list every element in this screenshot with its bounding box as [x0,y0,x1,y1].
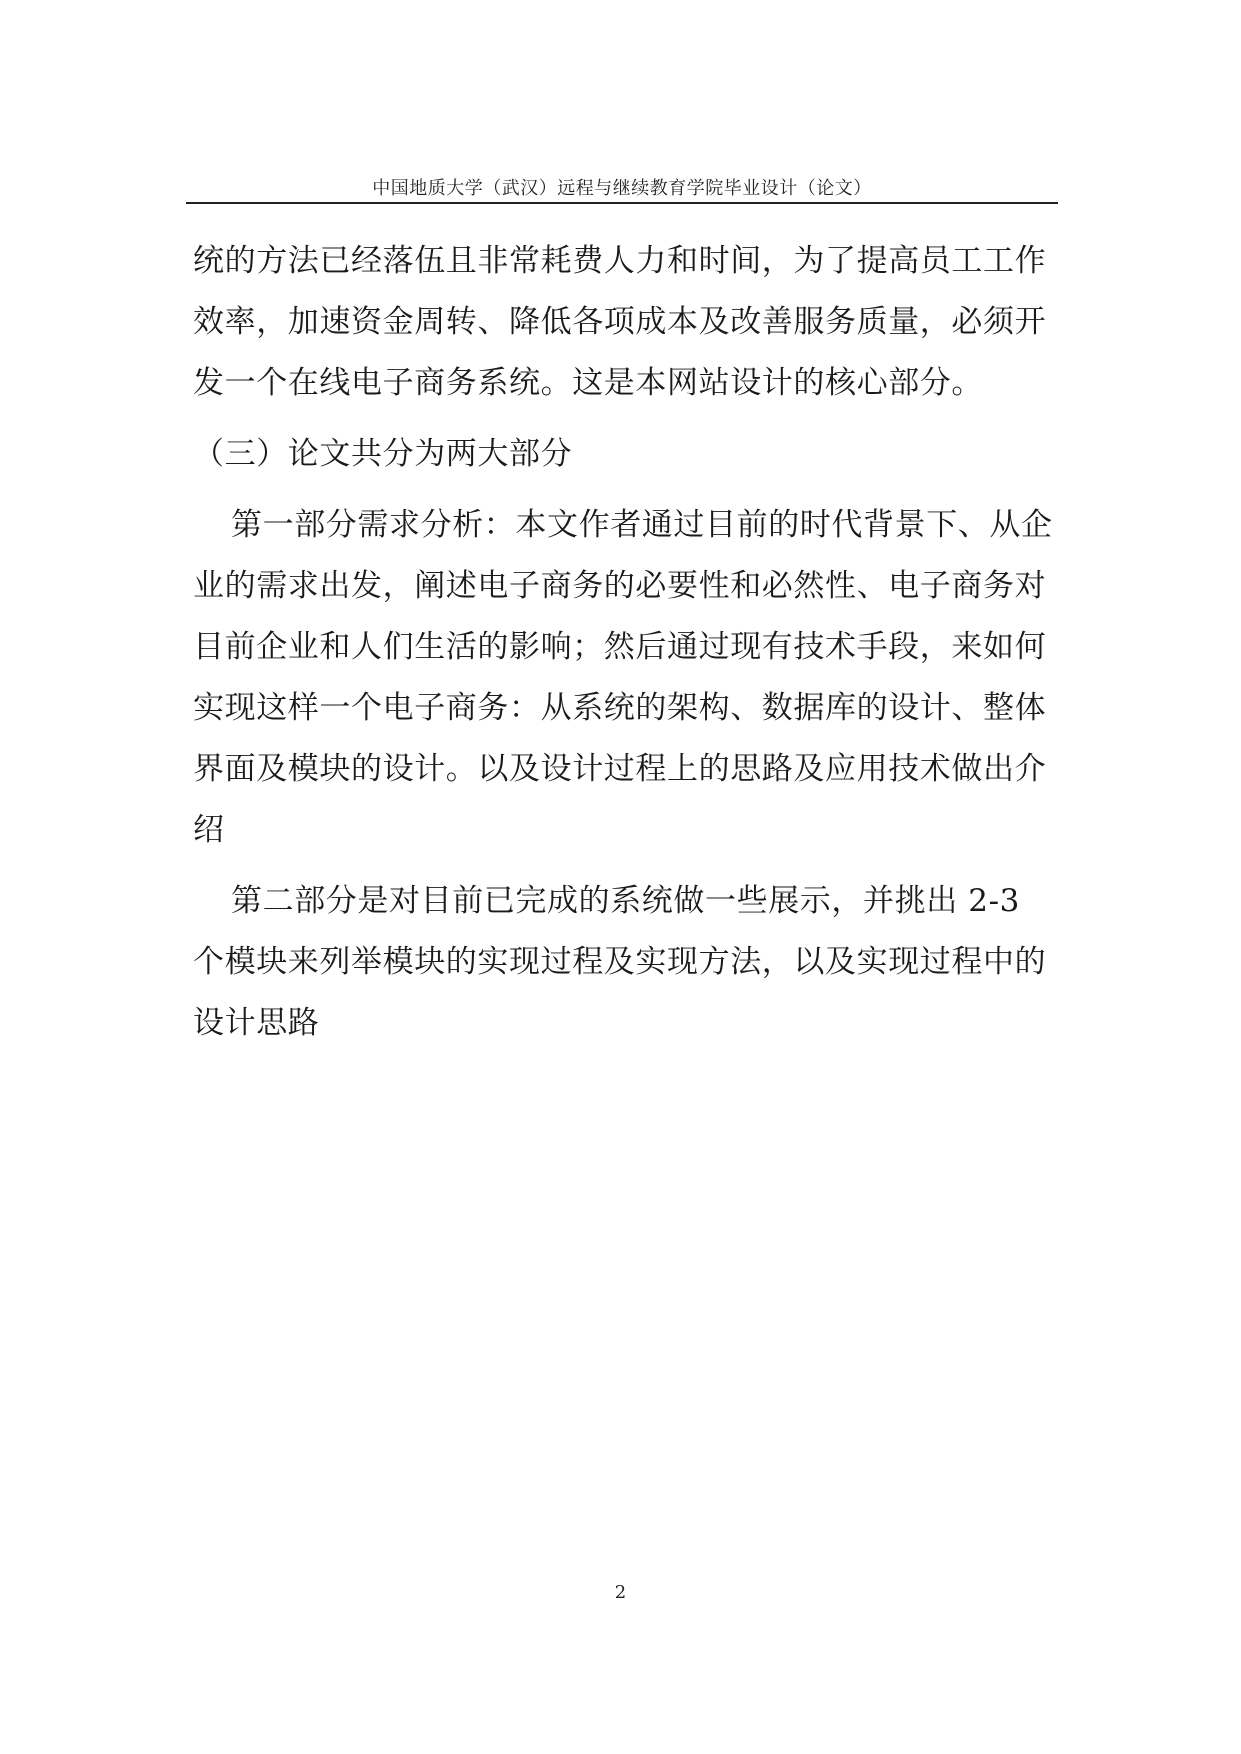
header-divider [186,202,1058,204]
paragraph-continuation: 统的方法已经落伍且非常耗费人力和时间，为了提高员工工作效率，加速资金周转、降低各项成本及改善服务质量，必须开发一个在线电子商务系统。这是本网站设计的核心部分。 [193,243,1047,401]
paragraph-part-two: 第二部分是对目前已完成的系统做一些展示，并挑出 2-3 个模块来列举模块的实现过程及实现方法，以及实现过程中的设计思路 [193,883,1047,1041]
page-number: 2 [614,1582,627,1603]
document-body [193,231,1053,1054]
paragraph-part-one: 第一部分需求分析：本文作者通过目前的时代背景下、从企业的需求出发，阐述电子商务的必要性和必然性、电子商务对目前企业和人们生活的影响；然后通过现有技术手段，来如何实现这样一个电子商务：从系统的架构、数据库的设计、整体界面及模块的设计。以及设计过程上的思路及应用技术做出介绍 [193,507,1053,848]
section-heading: （三）论文共分为两大部分 [193,436,573,472]
page-header-title: 中国地质大学（武汉）远程与继续教育学院毕业设计（论文） [372,178,872,199]
